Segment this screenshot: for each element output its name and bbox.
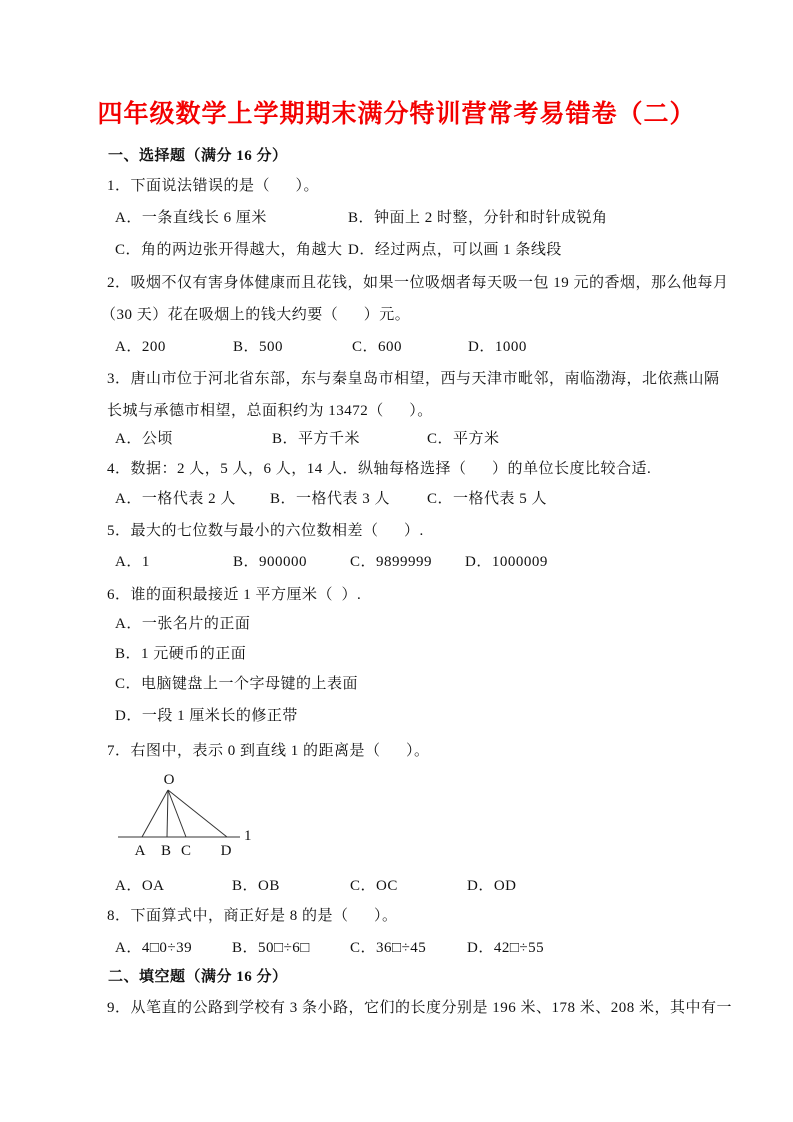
exam-title: 四年级数学上学期期末满分特训营常考易错卷（二） bbox=[97, 101, 696, 128]
diagram-label-line: 1 bbox=[244, 828, 252, 844]
question-5-text: 5．最大的七位数与最小的六位数相差（ ）. bbox=[107, 523, 424, 539]
q7-option-d: D．OD bbox=[467, 878, 517, 894]
q2-option-d: D．1000 bbox=[468, 339, 527, 355]
q8-option-b: B．50□÷6□ bbox=[232, 940, 310, 956]
diagram-segment-ob bbox=[167, 790, 168, 837]
q7-option-b: B．OB bbox=[232, 878, 280, 894]
question-7-text: 7．右图中，表示 0 到直线 1 的距离是（ ）。 bbox=[107, 743, 430, 759]
question-1-text: 1．下面说法错误的是（ ）。 bbox=[107, 178, 320, 194]
question-2-text-line1: 2．吸烟不仅有害身体健康而且花钱，如果一位吸烟者每天吸一包 19 元的香烟，那么他每月 bbox=[107, 275, 729, 291]
question-3-text-line2: 长城与承德市相望，总面积约为 13472（ ）。 bbox=[107, 403, 433, 419]
q6-option-b: B．1 元硬币的正面 bbox=[115, 646, 247, 662]
q8-option-a: A．4□0÷39 bbox=[115, 940, 193, 956]
q3-option-a: A．公顷 bbox=[115, 431, 173, 447]
q1-option-a: A．一条直线长 6 厘米 bbox=[115, 210, 267, 226]
q8-option-d: D．42□÷55 bbox=[467, 940, 545, 956]
question-9-text: 9．从笔直的公路到学校有 3 条小路，它们的长度分别是 196 米、178 米、208 米，其中有一 bbox=[107, 1000, 733, 1016]
q3-option-c: C．平方米 bbox=[427, 431, 500, 447]
diagram-label-c: C bbox=[180, 843, 192, 859]
q6-option-a: A．一张名片的正面 bbox=[115, 616, 251, 632]
question-8-text: 8．下面算式中，商正好是 8 的是（ ）。 bbox=[107, 908, 398, 924]
section-1-heading: 一、选择题（满分 16 分） bbox=[108, 148, 288, 164]
q4-option-a: A．一格代表 2 人 bbox=[115, 491, 236, 507]
q2-option-b: B．500 bbox=[233, 339, 284, 355]
q8-option-c: C．36□÷45 bbox=[350, 940, 427, 956]
q5-option-a: A．1 bbox=[115, 554, 150, 570]
q5-option-d: D．1000009 bbox=[465, 554, 548, 570]
question-7-geometry-diagram bbox=[105, 762, 260, 860]
section-2-heading: 二、填空题（满分 16 分） bbox=[108, 969, 288, 985]
q4-option-c: C．一格代表 5 人 bbox=[427, 491, 548, 507]
question-4-text: 4．数据：2 人，5 人，6 人，14 人．纵轴每格选择（ ）的单位长度比较合适. bbox=[107, 461, 652, 477]
q5-option-c: C．9899999 bbox=[350, 554, 433, 570]
q6-option-c: C．电脑键盘上一个字母键的上表面 bbox=[115, 676, 359, 692]
diagram-segment-oa bbox=[142, 790, 168, 837]
q4-option-b: B．一格代表 3 人 bbox=[270, 491, 391, 507]
q1-option-b: B．钟面上 2 时整，分针和时针成锐角 bbox=[348, 210, 608, 226]
question-6-text: 6．谁的面积最接近 1 平方厘米（ ）. bbox=[107, 587, 362, 603]
diagram-label-o: O bbox=[163, 772, 175, 788]
q1-option-d: D．经过两点，可以画 1 条线段 bbox=[348, 242, 562, 258]
q3-option-b: B．平方千米 bbox=[272, 431, 361, 447]
diagram-label-d: D bbox=[220, 843, 232, 859]
q1-option-c: C．角的两边张开得越大，角越大 bbox=[115, 242, 343, 258]
question-3-text-line1: 3．唐山市位于河北省东部，东与秦皇岛市相望，西与天津市毗邻，南临渤海，北依燕山隔 bbox=[107, 371, 720, 387]
q6-option-d: D．一段 1 厘米长的修正带 bbox=[115, 708, 298, 724]
question-2-text-line2: （30 天）花在吸烟上的钱大约要（ ）元。 bbox=[101, 307, 411, 323]
q2-option-a: A．200 bbox=[115, 339, 166, 355]
q7-option-a: A．OA bbox=[115, 878, 165, 894]
diagram-label-b: B bbox=[160, 843, 172, 859]
q5-option-b: B．900000 bbox=[233, 554, 308, 570]
diagram-label-a: A bbox=[134, 843, 146, 859]
q2-option-c: C．600 bbox=[352, 339, 403, 355]
q7-option-c: C．OC bbox=[350, 878, 398, 894]
